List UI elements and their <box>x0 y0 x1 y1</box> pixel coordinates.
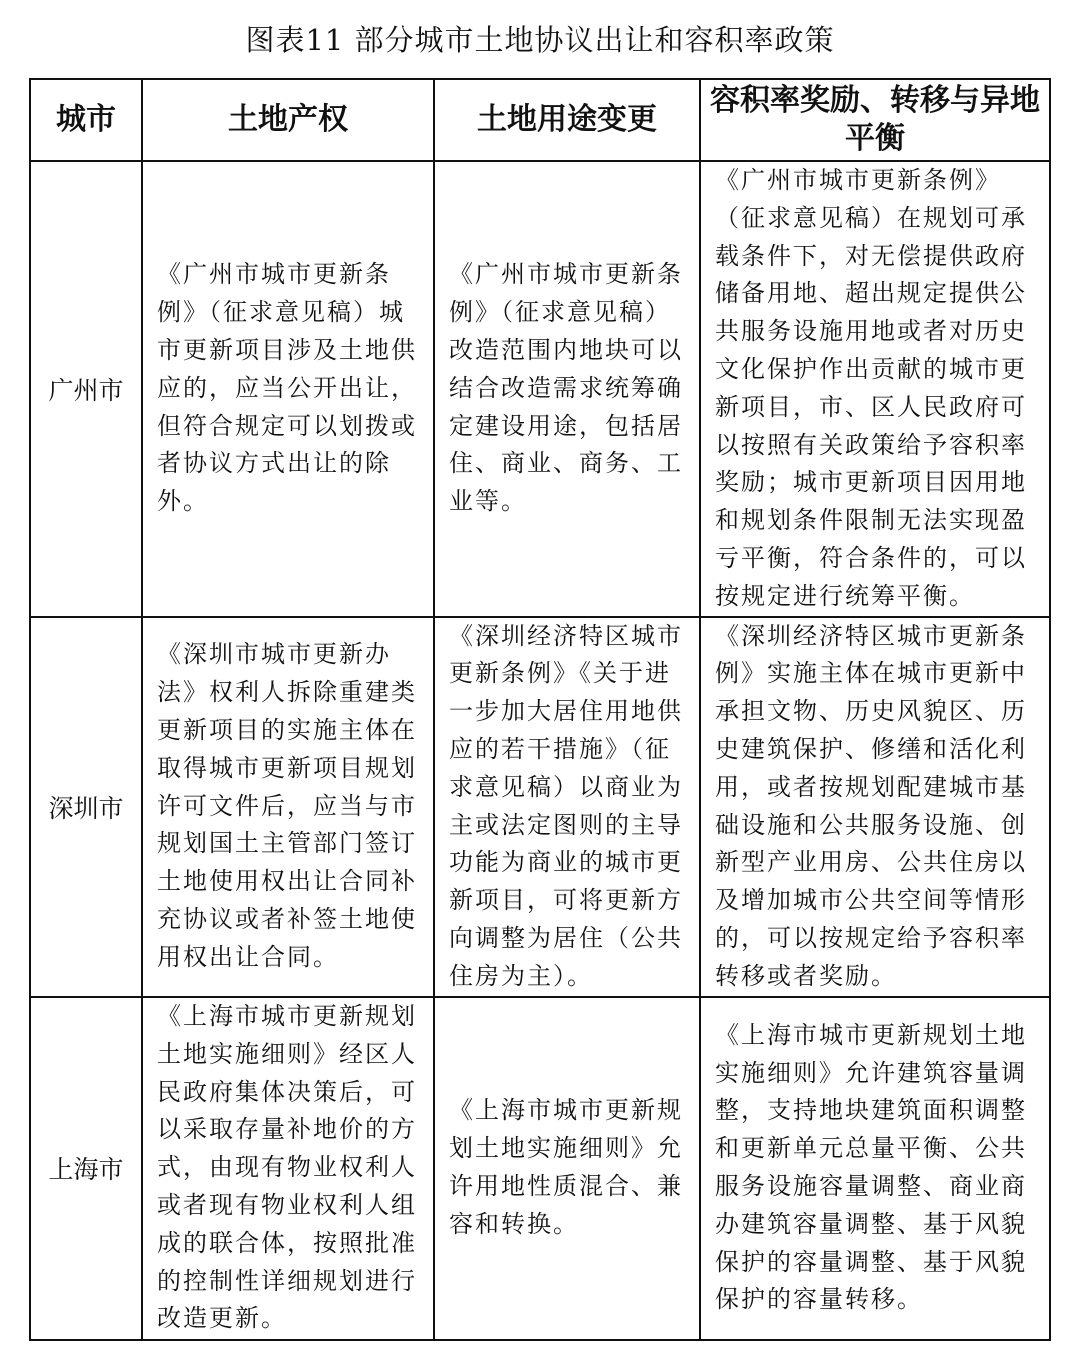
city-cell: 深圳市 <box>30 617 142 997</box>
far-policy-cell <box>700 161 1050 617</box>
header-city: 城市 <box>30 79 142 161</box>
land-rights-cell <box>142 161 434 617</box>
far-policy-cell <box>700 997 1050 1340</box>
policy-table <box>29 78 1051 1341</box>
land-rights-text: 《上海市城市更新规划土地实施细则》经区人民政府集体决策后，可以采取存量补地价的方式，由现有物业权利人或者现有物业权利人组成的联合体，按照批准的控制性详细规划进行改造更新。 <box>157 1001 417 1333</box>
table-row <box>30 161 1050 617</box>
table-title: 图表11 部分城市土地协议出让和容积率政策 <box>245 23 835 57</box>
land-rights-cell <box>142 997 434 1340</box>
header-row <box>30 79 1050 161</box>
header-land-rights: 土地产权 <box>142 79 434 161</box>
far-policy-text: 《深圳经济特区城市更新条例》实施主体在城市更新中承担文物、历史风貌区、历史建筑保护、修缮和活化利用，或者按规划配建城市基础设施和公共服务设施、创新型产业用房、公共住房以及增加城市公共空间等情形的，可以按规定给予容积率转移或者奖励。 <box>715 621 1027 990</box>
table-row <box>30 617 1050 997</box>
header-far-policy: 容积率奖励、转移与异地平衡 <box>700 79 1050 161</box>
land-use-change-cell <box>434 161 700 617</box>
far-policy-cell <box>700 617 1050 997</box>
land-use-change-text: 《上海市城市更新规划土地实施细则》允许用地性质混合、兼容和转换。 <box>449 1096 683 1238</box>
city-cell: 广州市 <box>30 161 142 617</box>
land-use-change-cell <box>434 617 700 997</box>
land-use-change-text: 《广州市城市更新条例》（征求意见稿）改造范围内地块可以结合改造需求统筹确定建设用途，包括居住、商业、商务、工业等。 <box>449 260 683 516</box>
land-rights-cell <box>142 617 434 997</box>
land-use-change-cell <box>434 997 700 1340</box>
table-row <box>30 997 1050 1340</box>
land-rights-text: 《广州市城市更新条例》（征求意见稿）城市更新项目涉及土地供应的，应当公开出让，但符合规定可以划拨或者协议方式出让的除外。 <box>157 260 417 516</box>
far-policy-text: 《上海市城市更新规划土地实施细则》允许建筑容量调整，支持地块建筑面积调整和更新单元总量平衡、公共服务设施容量调整、商业商办建筑容量调整、基于风貌保护的容量调整、基于风貌保护的容量转移。 <box>715 1020 1027 1314</box>
far-policy-text: 《广州市城市更新条例》（征求意见稿）在规划可承载条件下，对无偿提供政府储备用地、超出规定提供公共服务设施用地或者对历史文化保护作出贡献的城市更新项目，市、区人民政府可以按照有关政策给予容积率奖励；城市更新项目因用地和规划条件限制无法实现盈亏平衡，符合条件的，可以按规定进行统筹平衡。 <box>715 166 1027 610</box>
land-use-change-text: 《深圳经济特区城市更新条例》《关于进一步加大居住用地供应的若干措施》（征求意见稿）以商业为主或法定图则的主导功能为商业的城市更新项目，可将更新方向调整为居住（公共住房为主）。 <box>449 621 683 990</box>
city-cell: 上海市 <box>30 997 142 1340</box>
header-land-use-change: 土地用途变更 <box>434 79 700 161</box>
land-rights-text: 《深圳市城市更新办法》权利人拆除重建类更新项目的实施主体在取得城市更新项目规划许可文件后，应当与市规划国土主管部门签订土地使用权出让合同补充协议或者补签土地使用权出让合同。 <box>157 640 417 971</box>
